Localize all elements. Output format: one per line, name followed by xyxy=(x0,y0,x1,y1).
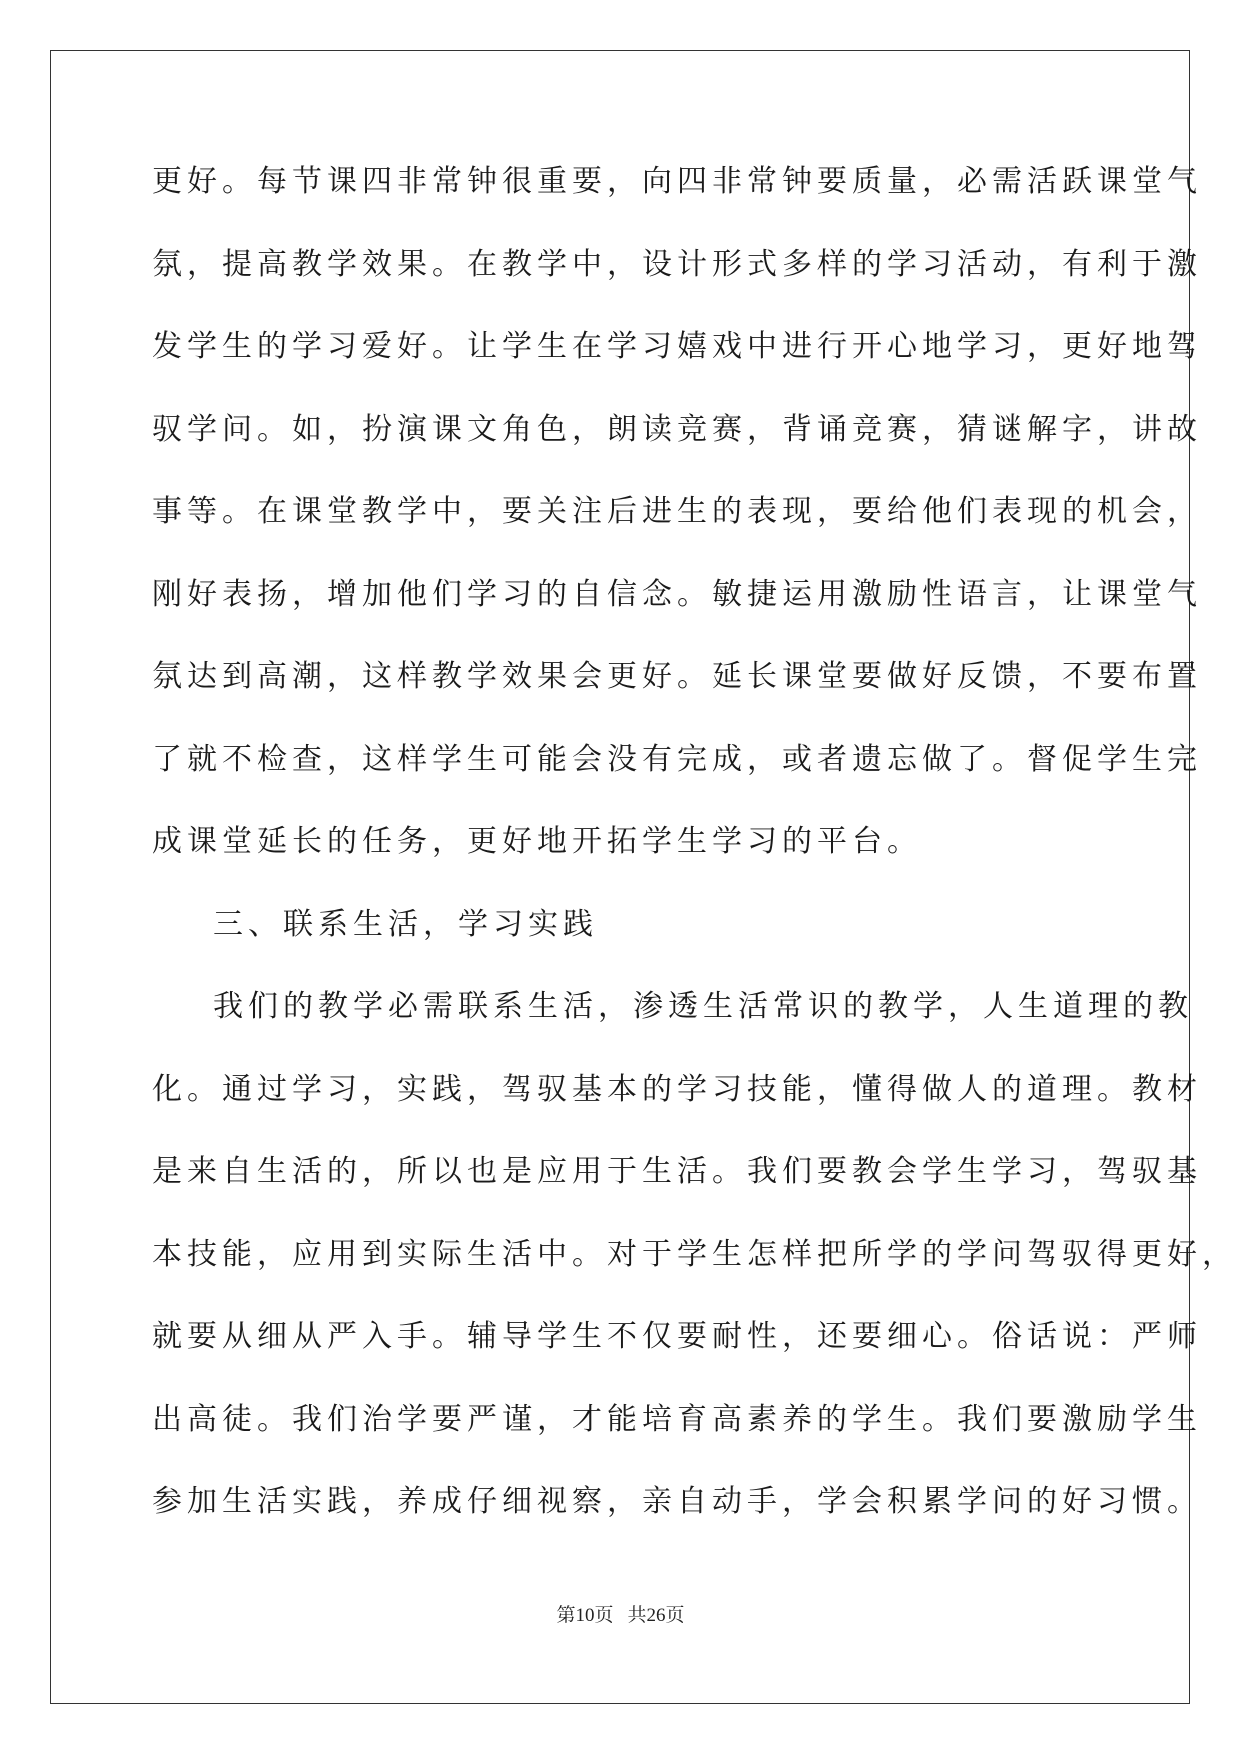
total-pages-label: 共26页 xyxy=(627,1605,685,1626)
current-page-label: 第10页 xyxy=(556,1605,614,1626)
text-line: 出高徒。我们治学要严谨，才能培育高素养的学生。我们要激励学生 xyxy=(152,1401,1202,1437)
text-line: 发学生的学习爱好。让学生在学习嬉戏中进行开心地学习，更好地驾 xyxy=(152,329,1202,364)
text-line: 驭学问。如，扮演课文角色，朗读竞赛，背诵竞赛，猜谜解字，讲故 xyxy=(152,411,1202,447)
page-footer xyxy=(0,1604,1241,1628)
text-line: 参加生活实践，养成仔细视察，亲自动手，学会积累学问的好习惯。 xyxy=(152,1484,1202,1519)
text-line: 成课堂延长的任务，更好地开拓学生学习的平台。 xyxy=(152,824,922,859)
text-line: 刚好表扬，增加他们学习的自信念。敏捷运用激励性语言，让课堂气 xyxy=(152,576,1202,612)
text-line: 了就不检查，这样学生可能会没有完成，或者遗忘做了。督促学生完 xyxy=(152,741,1202,777)
text-line: 就要从细从严入手。辅导学生不仅要耐性，还要细心。俗话说：严师 xyxy=(152,1319,1202,1354)
text-line: 事等。在课堂教学中，要关注后进生的表现，要给他们表现的机会， xyxy=(152,494,1202,529)
text-line: 氛，提高教学效果。在教学中，设计形式多样的学习活动，有利于激 xyxy=(152,246,1202,282)
section-heading: 三、联系生活，学习实践 xyxy=(213,906,598,942)
text-line: 本技能，应用到实际生活中。对于学生怎样把所学的学问驾驭得更好， xyxy=(152,1236,1237,1272)
text-line: 氛达到高潮，这样教学效果会更好。延长课堂要做好反馈，不要布置 xyxy=(152,659,1202,694)
text-line: 化。通过学习，实践，驾驭基本的学习技能，懂得做人的道理。教材 xyxy=(152,1071,1202,1107)
text-line: 我们的教学必需联系生活，渗透生活常识的教学，人生道理的教 xyxy=(213,989,1193,1024)
text-line: 是来自生活的，所以也是应用于生活。我们要教会学生学习，驾驭基 xyxy=(152,1154,1202,1189)
text-line: 更好。每节课四非常钟很重要，向四非常钟要质量，必需活跃课堂气 xyxy=(152,164,1202,199)
body-text xyxy=(152,158,1237,1561)
